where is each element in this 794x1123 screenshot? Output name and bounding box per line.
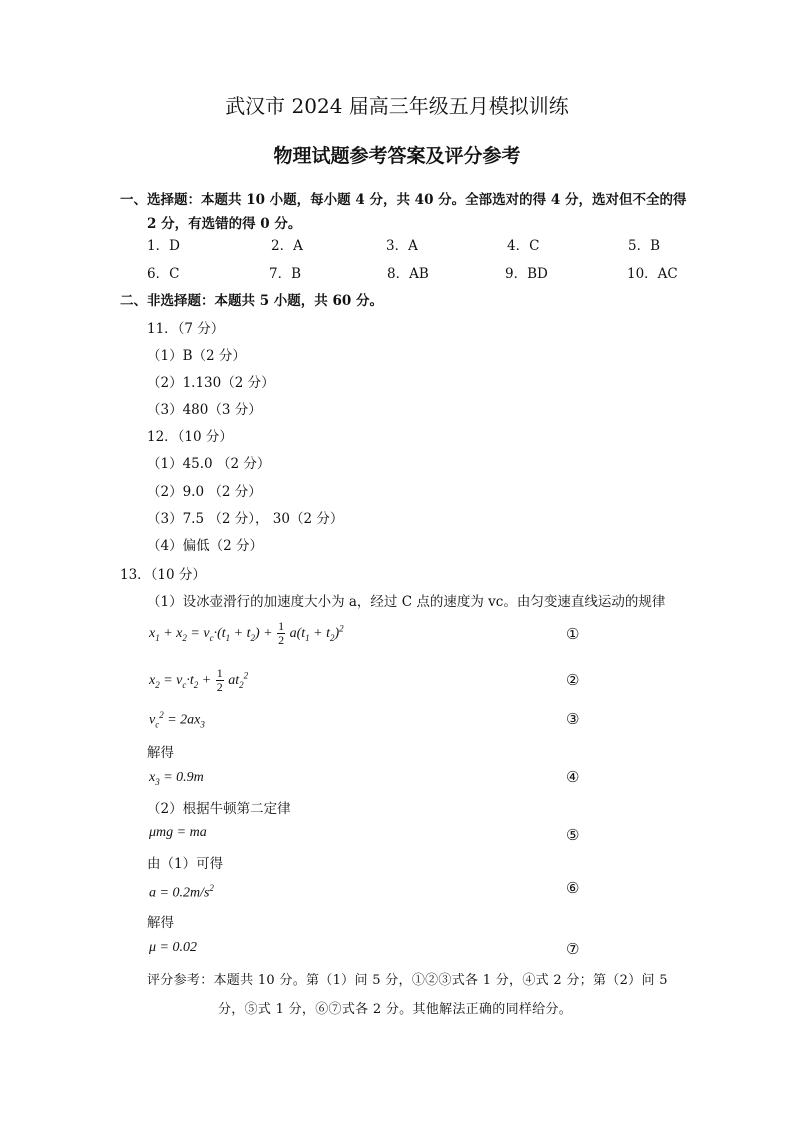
fraction-denominator: 2 [278, 633, 285, 647]
equation-2-fraction [216, 667, 224, 694]
equation-1-left: $x_1 + x_2 = v_c\cdot(t_1 + t_2)$ + [149, 625, 273, 643]
marker-2: ② [566, 671, 580, 689]
mc-answer-4: 4．C [507, 238, 540, 254]
equation-3: $v_c^2 = 2ax_3$ [149, 710, 205, 730]
equation-1-fraction [277, 620, 285, 647]
mc-answer-6: 6．C [147, 266, 180, 282]
q11-label: 11．（7 分） [147, 321, 225, 337]
q13-part2-intro: （2）根据牛顿第二定律 [147, 801, 291, 817]
mc-answer-9: 9．BD [505, 266, 548, 282]
equation-1-right: $a(t_1 + t_2)^2$ [289, 623, 344, 643]
mc-answer-8: 8．AB [387, 266, 429, 282]
mc-answer-5: 5．B [628, 238, 661, 254]
section2-heading: 二、非选择题：本题共 5 小题，共 60 分。 [120, 293, 383, 309]
q12-item-3: （3）7.5 （2 分）， 30（2 分） [147, 511, 344, 527]
section1-heading-cont: 2 分，有选错的得 0 分。 [147, 216, 302, 232]
fraction-numerator: 1 [216, 666, 223, 680]
marker-6: ⑥ [566, 879, 580, 897]
equation-6: $a = 0.2m/s^2$ [149, 883, 214, 901]
q12-label: 12．（10 分） [147, 429, 233, 445]
marker-5: ⑤ [566, 826, 580, 844]
solve-label-1: 解得 [147, 745, 174, 761]
q12-item-1: （1）45.0 （2 分） [147, 456, 271, 472]
q12-item-4: （4）偏低（2 分） [147, 538, 263, 554]
scoring-note-line-2: 分，⑤式 1 分，⑥⑦式各 2 分。其他解法正确的同样给分。 [218, 1002, 573, 1017]
q12-item-2: （2）9.0 （2 分） [147, 484, 262, 500]
marker-3: ③ [566, 710, 580, 728]
mc-answer-2: 2．A [271, 238, 303, 254]
solve-label-2: 解得 [147, 915, 174, 931]
from-part1-label: 由（1）可得 [147, 856, 224, 872]
equation-2-left: $x_2 = v_c\cdot t_2$ + [149, 672, 212, 690]
scoring-note-line-1: 评分参考：本题共 10 分。第（1）问 5 分，①②③式各 1 分，④式 2 分；第（2）问 5 [147, 973, 668, 988]
page-title: 武汉市 2024 届高三年级五月模拟训练 [225, 94, 569, 118]
q13-part1-intro: （1）设冰壶滑行的加速度大小为 a，经过 C 点的速度为 vc。由匀变速直线运动的规律 [147, 594, 666, 610]
equation-5: μmg = ma [149, 825, 207, 840]
marker-7: ⑦ [566, 940, 580, 958]
mc-answer-3: 3．A [386, 238, 418, 254]
mc-answer-10: 10．AC [627, 266, 678, 282]
fraction-denominator: 2 [216, 680, 223, 694]
page-subtitle: 物理试题参考答案及评分参考 [273, 145, 521, 167]
equation-2-right: $at_2^2$ [228, 670, 249, 690]
q11-item-3: （3）480（3 分） [147, 402, 262, 418]
q11-item-1: （1）B（2 分） [147, 348, 246, 364]
equation-4: $x_3 = 0.9m$ [149, 770, 204, 787]
equation-2 [149, 667, 248, 694]
q13-label: 13．（10 分） [120, 567, 206, 583]
q11-item-2: （2）1.130（2 分） [147, 375, 275, 391]
marker-4: ④ [566, 768, 580, 786]
marker-1: ① [566, 625, 580, 643]
equation-7: μ = 0.02 [149, 940, 197, 955]
section1-heading: 一、选择题：本题共 10 小题，每小题 4 分，共 40 分。全部选对的得 4 分，选对但不全的得 [120, 192, 687, 208]
mc-answer-1: 1．D [147, 238, 180, 254]
fraction-numerator: 1 [278, 619, 285, 633]
mc-answer-7: 7．B [269, 266, 302, 282]
equation-1 [149, 620, 344, 647]
